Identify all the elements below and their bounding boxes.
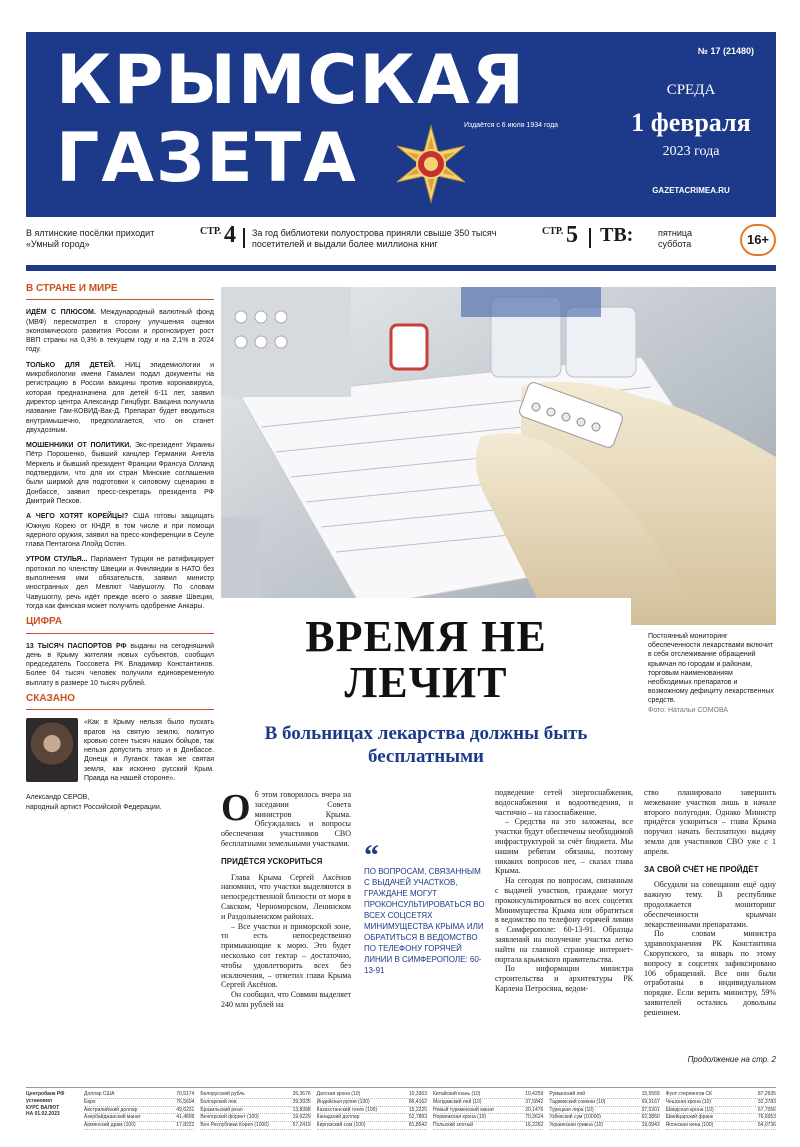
currency-name: Бразильский реал <box>200 1106 243 1113</box>
currency-name: Румынский лей <box>549 1091 586 1097</box>
currency-name: Армянский драм (100) <box>84 1122 136 1129</box>
issue-number: № 17 (21480) <box>697 46 754 56</box>
currency-rate: 57,2419 <box>292 1122 311 1129</box>
currency-name: Индийская рупия (100) <box>316 1098 370 1105</box>
currency-name: Киргизский сом (100) <box>316 1122 366 1129</box>
currency-name: Фунт стерлингов СК <box>665 1091 713 1097</box>
since-note: Издаётся с 6 июля 1934 года <box>464 122 559 129</box>
currency-rate: 26,3676 <box>292 1091 311 1097</box>
rate-row <box>433 1099 543 1107</box>
rate-row <box>549 1091 659 1099</box>
currency-rate: 76,6953 <box>757 1114 776 1121</box>
teaser-text-2[interactable]: За год библиотеки полуострова приняли свыше 350 тысяч посетителей и выдали более миллиона книг <box>252 228 497 249</box>
article-subheadline: В больницах лекарства должны быть бесплатными <box>264 723 588 767</box>
currency-name: Китайский юань (10) <box>432 1091 481 1097</box>
rate-row <box>666 1091 776 1099</box>
paragraph: ство планировало завершить межевание участков лишь в начале второго полугодия. Однако Министр придётся ускориться – глава Крыма поручил начать бесплатную выдачу земли для участников СВО уже с 1 апреля. <box>644 788 776 856</box>
currency-name: Молдавский лей (10) <box>432 1098 482 1105</box>
section-heading-quote: СКАЗАНО <box>26 692 76 704</box>
currency-rate: 37,5842 <box>525 1098 544 1105</box>
rates-column <box>549 1091 659 1127</box>
website-link[interactable]: GAZETACRIMEA.RU <box>652 186 730 195</box>
paragraph: – Средства на это заложены, все участки будут обеспечены необходимой инфраструктурой за счёт бюджета. Мы нашим ребятам обязаны, поэтому никаких вопросов нет, – сказал глава Крыма. <box>495 817 633 876</box>
rates-lead-line: НА 01.02.2023 <box>26 1111 60 1118</box>
currency-name: Канадский доллар <box>316 1114 360 1121</box>
quote-mark-icon: “ <box>364 839 379 872</box>
currency-rate: 15,2225 <box>408 1106 427 1113</box>
article-column-1 <box>221 787 351 1010</box>
news-item-text: Международный валютный фонд (МВФ) пересмотрел в сторону улучшения оценки экономического развития России и прогнозирует рост ВВП страны на 0,3% в текущем году и на 2,1% в 2024 году. <box>26 309 214 354</box>
currency-rate: 15,5569 <box>641 1091 660 1097</box>
currency-rate: 17,8222 <box>176 1122 195 1129</box>
section-rule <box>26 299 214 300</box>
news-item <box>26 555 214 611</box>
currency-rate: 19,6229 <box>292 1114 311 1121</box>
currency-name: Украинская гривна (10) <box>549 1122 604 1129</box>
currency-rate: 41,4808 <box>176 1114 195 1121</box>
rate-row <box>200 1091 310 1099</box>
article-column-3 <box>495 788 633 994</box>
news-item-lead: А ЧЕГО ХОТЯТ КОРЕЙЦЫ? <box>26 513 129 521</box>
currency-name: Евро <box>84 1098 96 1105</box>
rate-row <box>317 1099 427 1107</box>
rates-column <box>433 1091 543 1127</box>
news-item-lead: ИДЁМ С ПЛЮСОМ. <box>26 309 96 317</box>
currency-name: Датская крона (10) <box>316 1091 361 1097</box>
currency-rate: 67,7056 <box>757 1106 776 1113</box>
currency-rate: 62,3860 <box>641 1114 660 1121</box>
currency-name: Вон Республики Корея (1000) <box>200 1122 269 1129</box>
currency-rate: 13,8388 <box>292 1106 311 1113</box>
paragraph: По словам министра здравоохранения РК Константина Скорупского, за январь по этому вопросу в соцсетях зафиксировано 106 обращений. Все они были отработаны в индивидуальном порядке. Если верить министру, 59% заявителей остались довольны решением. <box>644 929 776 1017</box>
paragraph: Он сообщил, что Совмин выделяет 240 млн рублей на <box>221 990 351 1009</box>
quote-author: Александр СЕРОВ, <box>26 794 90 802</box>
currency-name: Швейцарский франк <box>665 1114 714 1121</box>
currency-name: Турецкая лира (10) <box>549 1106 594 1113</box>
teaser-page-number-1: 4 <box>224 222 236 248</box>
issue-date: 1 февраля <box>631 108 751 137</box>
rate-row <box>549 1114 659 1122</box>
currency-rate: 81,8542 <box>408 1122 427 1129</box>
news-item-text: Парламент Турции не ратифицирует протокол по членству Швеции и Финляндии в НАТО без выполнения ими обязательств, заявил министр иностранных дел Мевлют Чавушоглу. По словам Чавушоглу, речь идёт прежде всего о заявке Швеции, тогда как финская может получить одобрение Анкары. <box>26 556 215 610</box>
currency-rate: 87,2935 <box>757 1091 776 1097</box>
weekday: СРЕДА <box>666 82 716 98</box>
currency-name: Доллар США <box>84 1091 115 1097</box>
rate-row <box>666 1114 776 1122</box>
news-item-lead: МОШЕННИКИ ОТ ПОЛИТИКИ. <box>26 442 132 450</box>
photo-credit: Фото: Натальи СОМОВА <box>648 706 729 714</box>
teaser-page-label-1: СТР. <box>200 226 222 237</box>
currency-rate: 37,5301 <box>641 1106 660 1113</box>
teaser-page-number-2: 5 <box>566 222 578 248</box>
masthead <box>26 32 776 217</box>
rate-row <box>433 1091 543 1099</box>
currency-name: Таджикский сомони (10) <box>549 1098 606 1105</box>
caption-text: Постоянный мониторинг обеспеченности лекарствами включит в себя отслеживание обращений крымчан по городам и районам, торговым наименованиям необходимых препаратов и возможному дефициту лекарственных средств. <box>648 633 774 705</box>
currency-rate: 49,6231 <box>176 1106 195 1113</box>
currency-name: Шведская крона (10) <box>665 1106 714 1113</box>
rate-row <box>84 1091 194 1099</box>
currency-name: Норвежская крона (10) <box>432 1114 487 1121</box>
news-item-lead: УТРОМ СТУЛЬЯ... <box>26 556 88 564</box>
news-item <box>26 441 214 506</box>
currency-rate: 70,5174 <box>176 1091 195 1097</box>
rate-row <box>549 1122 659 1130</box>
section-rule <box>26 633 214 634</box>
currency-rate: 10,4259 <box>525 1091 544 1097</box>
headline-box <box>221 598 631 778</box>
rate-row <box>200 1114 310 1122</box>
currency-name: Японская иена (100) <box>665 1122 714 1129</box>
paragraph: На сегодня по вопросам, связанным с выдачей участков, граждане могут проконсультироваться во всех соцсетях Минимущества Крыма или обратиться в ведомство по телефону горячей линии в Симферополе: 60-13-91. Образцы заявлений на получение участка легко найти на главной странице интернет-портала крымского правительства. <box>495 876 633 964</box>
subheading: ЗА СВОЙ СЧЁТ НЕ ПРОЙДЁТ <box>644 864 759 874</box>
currency-name: Казахстанский тенге (100) <box>316 1106 378 1113</box>
rate-row <box>433 1122 543 1130</box>
teaser-divider <box>589 228 591 248</box>
rates-column <box>317 1091 427 1127</box>
currency-name: Австралийский доллар <box>84 1106 138 1113</box>
currency-rate: 10,3363 <box>408 1091 427 1097</box>
header-rule <box>26 265 776 271</box>
currency-rate: 39,3935 <box>292 1098 311 1105</box>
rate-row <box>666 1099 776 1107</box>
news-item-text: США готовы защищать Южную Корею от КНДР, в том числе и при помощи ядерного оружия, заявил на пресс-конференции в Сеуле глава Пентагона Ллойд Остин. <box>26 513 214 549</box>
issue-year: 2023 года <box>662 144 720 159</box>
rate-row <box>317 1122 427 1130</box>
rate-row <box>433 1107 543 1115</box>
rate-row <box>317 1091 427 1099</box>
currency-rate: 70,3624 <box>525 1114 544 1121</box>
paragraph: подведение сетей энергоснабжения, водоснабжения и водоотведения, и частично – на газоснабжение. <box>495 788 633 817</box>
news-item-text: НИЦ эпидемиологии и микробиологии имени Гамалеи подал документы на регистрацию в России вакцины против коронавируса, которая предназначена для детей 6-11 лет, заявил директор центра Александр Гинцбург. Вакцина получила название Гам-КОВИД-Вак-Д. Препарат будет вводиться внутримышечно, предполагается, что он станет двухдозным. <box>26 361 214 434</box>
article-column-4 <box>644 788 776 1018</box>
currency-rate: 69,3167 <box>641 1098 660 1105</box>
currency-rate: 54,0736 <box>757 1122 776 1129</box>
article-headline: ВРЕМЯ НЕ ЛЕЧИТ <box>305 612 547 707</box>
pull-quote-text: ПО ВОПРОСАМ, СВЯЗАННЫМ С ВЫДАЧЕЙ УЧАСТКОВ, ГРАЖДАНЕ МОГУТ ПРОКОНСУЛЬТИРОВАТЬСЯ ВО ВСЕХ СОЦСЕТЯХ МИНИМУЩЕСТВА КРЫМА ИЛИ ОБРАТИТЬСЯ В ВЕДОМСТВО ПО ТЕЛЕФОНУ ГОРЯЧЕЙ ЛИНИИ В СИМФЕРОПОЛЕ: 60-13-91 <box>364 867 485 975</box>
continued-link[interactable]: Продолжение на стр. 2 <box>687 1055 776 1064</box>
rate-row <box>666 1122 776 1130</box>
figure-text: выданы на сегодняшний день в Крыму жителям новых субъектов, сообщил председатель Госсовета РК Владимир Константинов. Более 64 тысяч человек получили единовременную выплату в размере 10 тысяч рублей. <box>26 642 214 687</box>
lead-photo <box>221 287 776 625</box>
quote-box <box>26 718 214 783</box>
rates-column <box>84 1091 194 1127</box>
subheading: ПРИДЁТСЯ УСКОРИТЬСЯ <box>221 856 323 866</box>
teaser-divider <box>243 228 245 248</box>
news-sidebar <box>26 282 214 812</box>
currency-rate: 19,0943 <box>641 1122 660 1129</box>
quote-signature <box>26 793 214 812</box>
paragraph: Глава Крыма Сергей Аксёнов напомнил, что участки выделяются в непосредственной близости от моря в Сакском, Черноморском, Ленинском и Раздольненском районах. <box>221 872 351 921</box>
news-item-lead: ТОЛЬКО ДЛЯ ДЕТЕЙ. <box>26 361 116 369</box>
section-rule <box>26 709 214 710</box>
paragraph: – Все участки и приморской зоне, то есть непосредственно примыкающие к морю. Это будет несколько сот гектар – достаточно, чтобы удовлетворить всех без исключения, – отметил глава Крыма Сергей Аксёнов. <box>221 921 351 990</box>
rate-row <box>549 1099 659 1107</box>
currency-rate: 76,5604 <box>176 1098 195 1105</box>
author-portrait <box>26 718 78 782</box>
figure-lead: 13 ТЫСЯЧ ПАСПОРТОВ РФ <box>26 642 127 650</box>
title-line-1: КРЫМСКАЯ <box>56 41 527 120</box>
rate-row <box>200 1099 310 1107</box>
section-heading-country: В СТРАНЕ И МИРЕ <box>26 283 118 294</box>
currency-rate: 86,4162 <box>408 1098 427 1105</box>
tv-days[interactable]: пятница суббота <box>658 228 693 249</box>
rates-lead-line: установил <box>26 1097 53 1104</box>
article-lead: б этом говорилось вчера на заседании Совета министров Крыма. Обсуждались и вопросы обеспечения участников СВО бесплатными земельными участками. <box>221 790 351 848</box>
news-item-text: Экс-президент Украины Пётр Порошенко, бывший канцлер Германии Ангела Меркель и бывший президент Франции Франсуа Олланд подтвердили, что для их стран Минские соглашения были ширмой для подготовки к силовому сценарию в Донбассе, заявил пресс-секретарь президента РФ Дмитрий Песков. <box>26 442 214 505</box>
order-emblem-icon <box>391 124 471 204</box>
rate-row <box>84 1122 194 1130</box>
rate-row <box>84 1099 194 1107</box>
currency-rate: 32,3783 <box>757 1098 776 1105</box>
pull-quote <box>364 839 486 976</box>
quote-text: «Как в Крыму нельзя было пускать врагов на святую землю, политую кровью сотен тысяч наших бойцов, так нельзя допустить этого и в Донбассе. Донецк и Луганск такая же святая земля, как исконно русский Крым. Правда на нашей стороне». <box>84 719 214 783</box>
rate-row <box>200 1122 310 1130</box>
rates-column <box>200 1091 310 1127</box>
currency-name: Польский злотый <box>432 1122 473 1129</box>
rates-lead <box>26 1091 78 1127</box>
currency-name: Новый туркменский манат <box>432 1106 495 1113</box>
currency-name: Венгерский форинт (100) <box>200 1114 259 1121</box>
exchange-rates-table <box>26 1087 776 1127</box>
figure-item <box>26 642 214 688</box>
currency-name: Белорусский рубль <box>200 1091 245 1097</box>
rates-column <box>666 1091 776 1127</box>
paragraph: По информации министра строительства и архитектуры РК Карлена Петросяна, ведом- <box>495 964 633 993</box>
news-item <box>26 308 214 354</box>
news-item <box>26 361 214 435</box>
currency-name: Чешская крона (10) <box>665 1098 712 1105</box>
photo-caption <box>648 632 776 715</box>
currency-name: Азербайджанский манат <box>84 1114 141 1121</box>
age-rating-badge: 16+ <box>740 224 776 256</box>
quote-role: народный артист Российской Федерации. <box>26 803 162 811</box>
rates-lead-line: Центробанк РФ <box>26 1091 65 1097</box>
section-heading-figure: ЦИФРА <box>26 616 63 628</box>
currency-name: Болгарский лев <box>200 1098 237 1105</box>
tv-label: ТВ: <box>600 224 634 246</box>
currency-rate: 20,1476 <box>525 1106 544 1113</box>
currency-rate: 16,2262 <box>525 1122 544 1129</box>
rates-lead-line: КУРС ВАЛЮТ <box>26 1104 60 1111</box>
paragraph: Обсудили на совещании ещё одну важную тему. В республике продолжается мониторинг обеспеченности крымчан лекарственными препаратами. <box>644 880 776 929</box>
news-item <box>26 512 214 549</box>
currency-rate: 52,7883 <box>408 1114 427 1121</box>
title-line-2: ГАЗЕТА <box>56 119 358 198</box>
teaser-text-1[interactable]: В ялтинские посёлки приходит «Умный город» <box>26 228 155 249</box>
currency-name: Узбекский сум (10000) <box>549 1114 601 1121</box>
dropcap: О <box>221 787 251 829</box>
teaser-page-label-2: СТР. <box>542 226 564 237</box>
